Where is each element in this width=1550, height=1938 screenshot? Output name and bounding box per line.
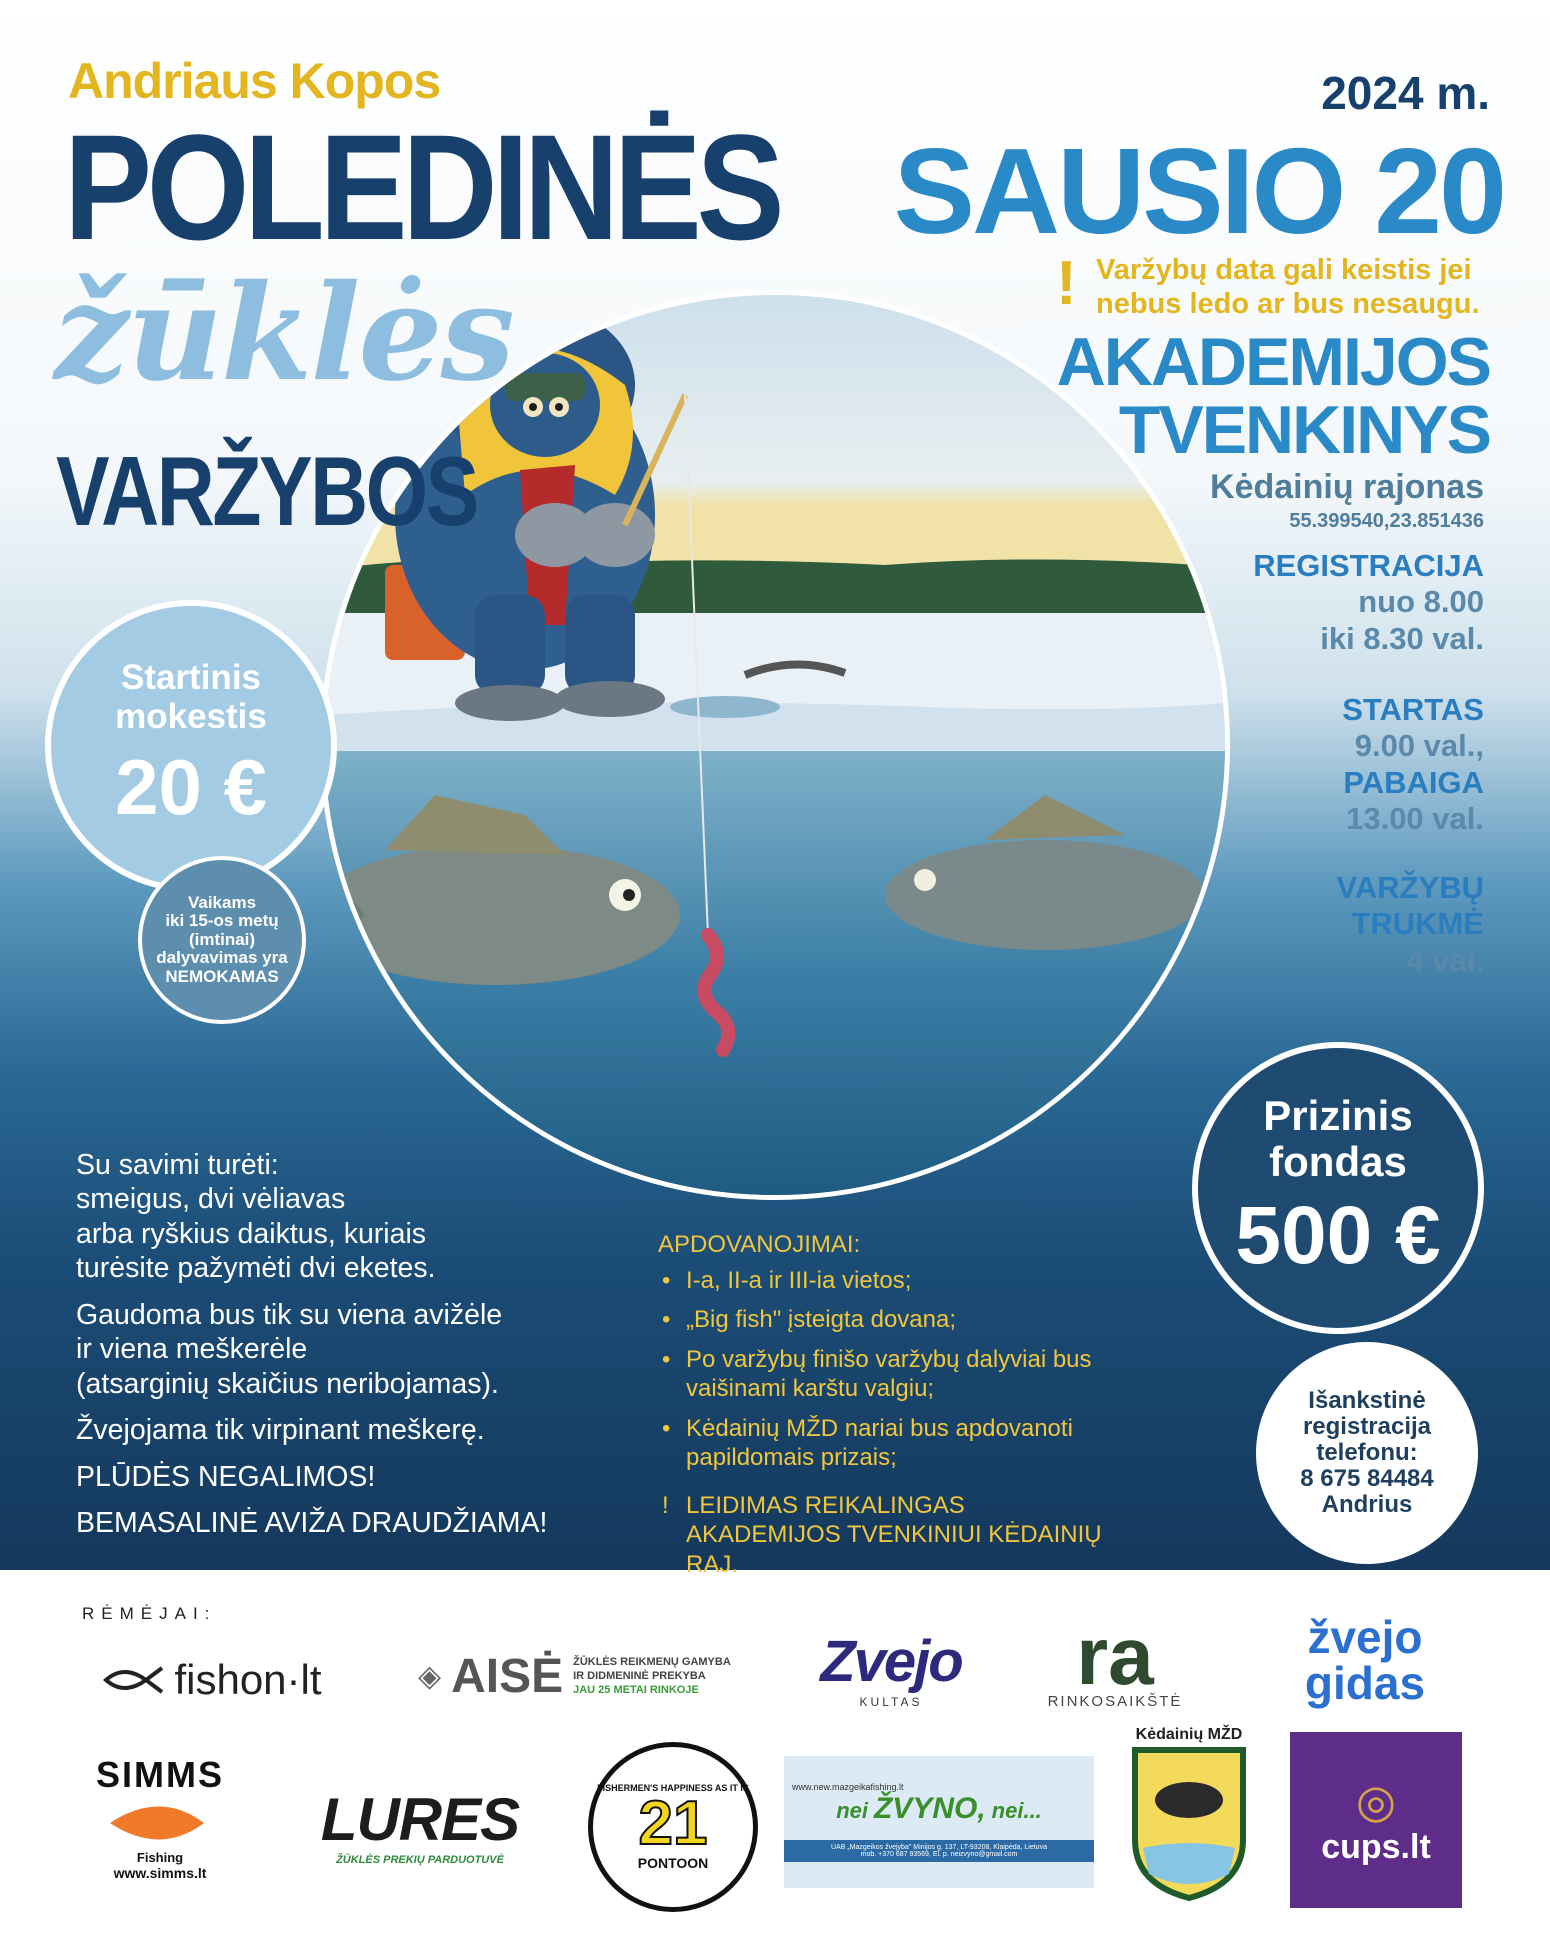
catch-line-2: ir viena meškerėle	[76, 1333, 308, 1366]
venue-line-1: AKADEMIJOS	[1056, 324, 1490, 400]
venue-coordinates: 55.399540,23.851436	[1289, 510, 1484, 532]
aise-sub-3: JAU 25 METAI RINKOJE	[573, 1684, 699, 1697]
catch-line-3: (atsarginių skaičius neribojamas).	[76, 1367, 499, 1400]
kids-free-badge	[138, 856, 306, 1024]
cups-text: cups.lt	[1321, 1827, 1431, 1866]
fee-label-2: mokestis	[115, 696, 267, 736]
pontoon-ring-text: FISHERMEN'S HAPPINESS AS IT IS	[597, 1783, 749, 1793]
sponsors-label: RĖMĖJAI:	[82, 1604, 217, 1623]
prereg-line-1: Išankstinė	[1308, 1387, 1426, 1415]
zvejo-gidas-1: žvejo	[1307, 1611, 1423, 1663]
duration-head-1: VARŽYBŲ	[1336, 870, 1484, 905]
registration-from: nuo 8.00	[1358, 584, 1484, 620]
lures-sub: ŽŪKLĖS PREKIŲ PARDUOTUVĖ	[336, 1853, 504, 1866]
venue-name	[1056, 324, 1490, 468]
duration-head-2: TRUKMĖ	[1351, 906, 1484, 942]
warning-line-2: nebus ledo ar bus nesaugu.	[1096, 287, 1480, 320]
simms-url: www.simms.lt	[113, 1864, 207, 1881]
mazgeika-url: www.new.mazgeikafishing.lt	[792, 1782, 904, 1792]
kids-line-5: NEMOKAMAS	[165, 966, 279, 986]
simms-sub: Fishing	[136, 1849, 184, 1865]
award-item: • „Big fish" įsteigta dovana;	[658, 1305, 1108, 1335]
warning-icon: !	[1056, 249, 1077, 318]
diamond-icon: ◈	[418, 1659, 442, 1693]
rules-bait: BEMASALINĖ AVIŽA DRAUDŽIAMA!	[76, 1507, 548, 1540]
duration-value: 4 val.	[1406, 942, 1484, 978]
end-time: 13.00 val.	[1346, 800, 1484, 836]
kids-line-4: dalyvavimas yra	[156, 948, 288, 968]
awards-block	[658, 1230, 1108, 1579]
mazgeika-word-1: nei	[836, 1798, 868, 1823]
awards-head: APDOVANOJIMAI:	[658, 1231, 861, 1258]
rules-floats: PLŪDĖS NEGALIMOS!	[76, 1460, 376, 1493]
mazgeika-word-3: nei...	[991, 1798, 1042, 1823]
simms-text: SIMMS	[95, 1753, 224, 1795]
prize-label-1: Prizinis	[1263, 1091, 1413, 1139]
rules-bring	[76, 1148, 636, 1286]
aise-sub-2: IR DIDMENINĖ PREKYBA	[573, 1669, 706, 1682]
aise-text: AISĖ	[451, 1649, 564, 1703]
title-zukles: žūklės	[54, 256, 513, 411]
warning-line-1: Varžybų data gali keistis jei	[1096, 254, 1472, 286]
award-item: • Kėdainių MŽD nariai bus apdovanoti papildomais prizais;	[658, 1414, 1108, 1473]
rules-jig: Žvejojama tik virpinant meškerę.	[76, 1414, 485, 1447]
event-date: SAUSIO 20	[893, 123, 1504, 259]
fee-price: 20 €	[115, 743, 267, 831]
bring-line-2: smeigus, dvi vėliavas	[76, 1183, 346, 1216]
bring-line-1: Su savimi turėti:	[76, 1149, 279, 1181]
prize-label-2: fondas	[1269, 1138, 1407, 1185]
kids-line-2: iki 15-os metų	[165, 911, 279, 931]
prereg-line-2: registracija	[1302, 1413, 1432, 1441]
title-poledines: POLEDINĖS	[64, 103, 780, 271]
kedainiu-mzd-logo[interactable]	[1124, 1726, 1254, 1912]
aise-sub-1: ŽŪKLĖS REIKMENŲ GAMYBA	[573, 1655, 731, 1668]
date-warning	[1096, 254, 1516, 322]
fish-icon	[100, 1796, 220, 1850]
permit-notice: ! LEIDIMAS REIKALINGAS AKADEMIJOS TVENKINIUI KĖDAINIŲ RAJ.	[658, 1491, 1108, 1580]
title-varzybos: VARŽYBOS	[56, 436, 477, 546]
rinkosaikste-logo[interactable]	[1040, 1610, 1190, 1720]
mazgeika-logo[interactable]	[784, 1756, 1094, 1888]
mazgeika-contact: mob. +370 687 93569, El. p. neizvyno@gmail.com	[860, 1851, 1018, 1858]
mazgeika-footer	[784, 1840, 1094, 1862]
aise-logo[interactable]	[418, 1636, 758, 1716]
entry-fee-badge	[45, 600, 337, 892]
zvejo-gidas-logo[interactable]	[1280, 1600, 1450, 1720]
awards-list	[658, 1266, 1108, 1473]
start-time: 9.00 val.,	[1354, 728, 1484, 764]
start-end-info	[1342, 692, 1484, 837]
lures-text: LURES	[320, 1785, 520, 1853]
zvejo-gidas-2: gidas	[1304, 1657, 1426, 1709]
cups-logo[interactable]	[1290, 1732, 1462, 1908]
mazgeika-word-2: ŽVYNO,	[873, 1792, 986, 1825]
award-item: • Po varžybų finišo varžybų dalyviai bus vaišinami karštu valgiu;	[658, 1345, 1108, 1404]
fish-outline-icon	[102, 1662, 166, 1698]
preregistration-badge	[1256, 1342, 1478, 1564]
mazgeika-address: UAB „Mazgeikos žvejyba" Minijos g. 137, LT-93208, Klaipėda, Lietuva	[831, 1844, 1047, 1851]
prereg-phone[interactable]: 8 675 84484	[1300, 1464, 1434, 1492]
duration-info	[1336, 870, 1484, 979]
registration-info	[1253, 548, 1484, 657]
bring-line-4: turėsite pažymėti dvi eketes.	[76, 1252, 436, 1285]
kedainiu-text: Kėdainių MŽD	[1135, 1726, 1243, 1743]
lures-logo[interactable]	[280, 1770, 560, 1880]
aise-tagline	[573, 1655, 731, 1698]
fishon-logo[interactable]	[62, 1650, 362, 1710]
pontoon-number: 21	[638, 1789, 708, 1858]
kids-line-1: Vaikams	[187, 893, 257, 913]
award-item: • I-a, II-a ir III-ia vietos;	[658, 1266, 1108, 1296]
kids-line-3: (imtinai)	[188, 929, 256, 949]
rules-block	[76, 1148, 636, 1553]
prereg-line-3: telefonu:	[1316, 1439, 1418, 1467]
catch-line-1: Gaudoma bus tik su viena avižėle	[76, 1298, 503, 1331]
pontoon21-logo[interactable]	[588, 1742, 758, 1912]
fishon-text: fishon·lt	[174, 1656, 322, 1703]
rules-catch	[76, 1298, 636, 1401]
event-year: 2024 m.	[1321, 67, 1490, 119]
registration-to: iki 8.30 val.	[1320, 620, 1484, 656]
zvejo-text: Zvejo	[820, 1628, 962, 1694]
cups-emblem-icon: ◎	[1355, 1774, 1397, 1827]
coat-of-arms-icon	[1129, 1744, 1249, 1902]
ra-text: ra	[1076, 1610, 1154, 1702]
mazgeika-slogan	[836, 1792, 1042, 1826]
pontoon-word: PONTOON	[637, 1855, 709, 1871]
registration-head: REGISTRACIJA	[1253, 548, 1484, 583]
venue-line-2: TVENKINYS	[1118, 392, 1490, 468]
zvejo-kultas-logo[interactable]	[808, 1612, 974, 1724]
start-head: STARTAS	[1342, 692, 1484, 727]
fee-label-1: Startinis	[120, 658, 262, 697]
zvejo-sub: KULTAS	[859, 1694, 923, 1709]
end-head: PABAIGA	[1343, 764, 1484, 800]
ra-sub: RINKOSAIKŠTĖ	[1047, 1693, 1183, 1711]
prize-fund-badge	[1192, 1042, 1484, 1334]
organizer-name: Andriaus Kopos	[68, 53, 441, 109]
bring-line-3: arba ryškius daiktus, kuriais	[76, 1217, 427, 1250]
prize-amount: 500 €	[1235, 1190, 1441, 1282]
simms-logo[interactable]	[60, 1752, 260, 1882]
prereg-name: Andrius	[1321, 1490, 1413, 1518]
venue-district: Kėdainių rajonas	[1210, 468, 1484, 506]
